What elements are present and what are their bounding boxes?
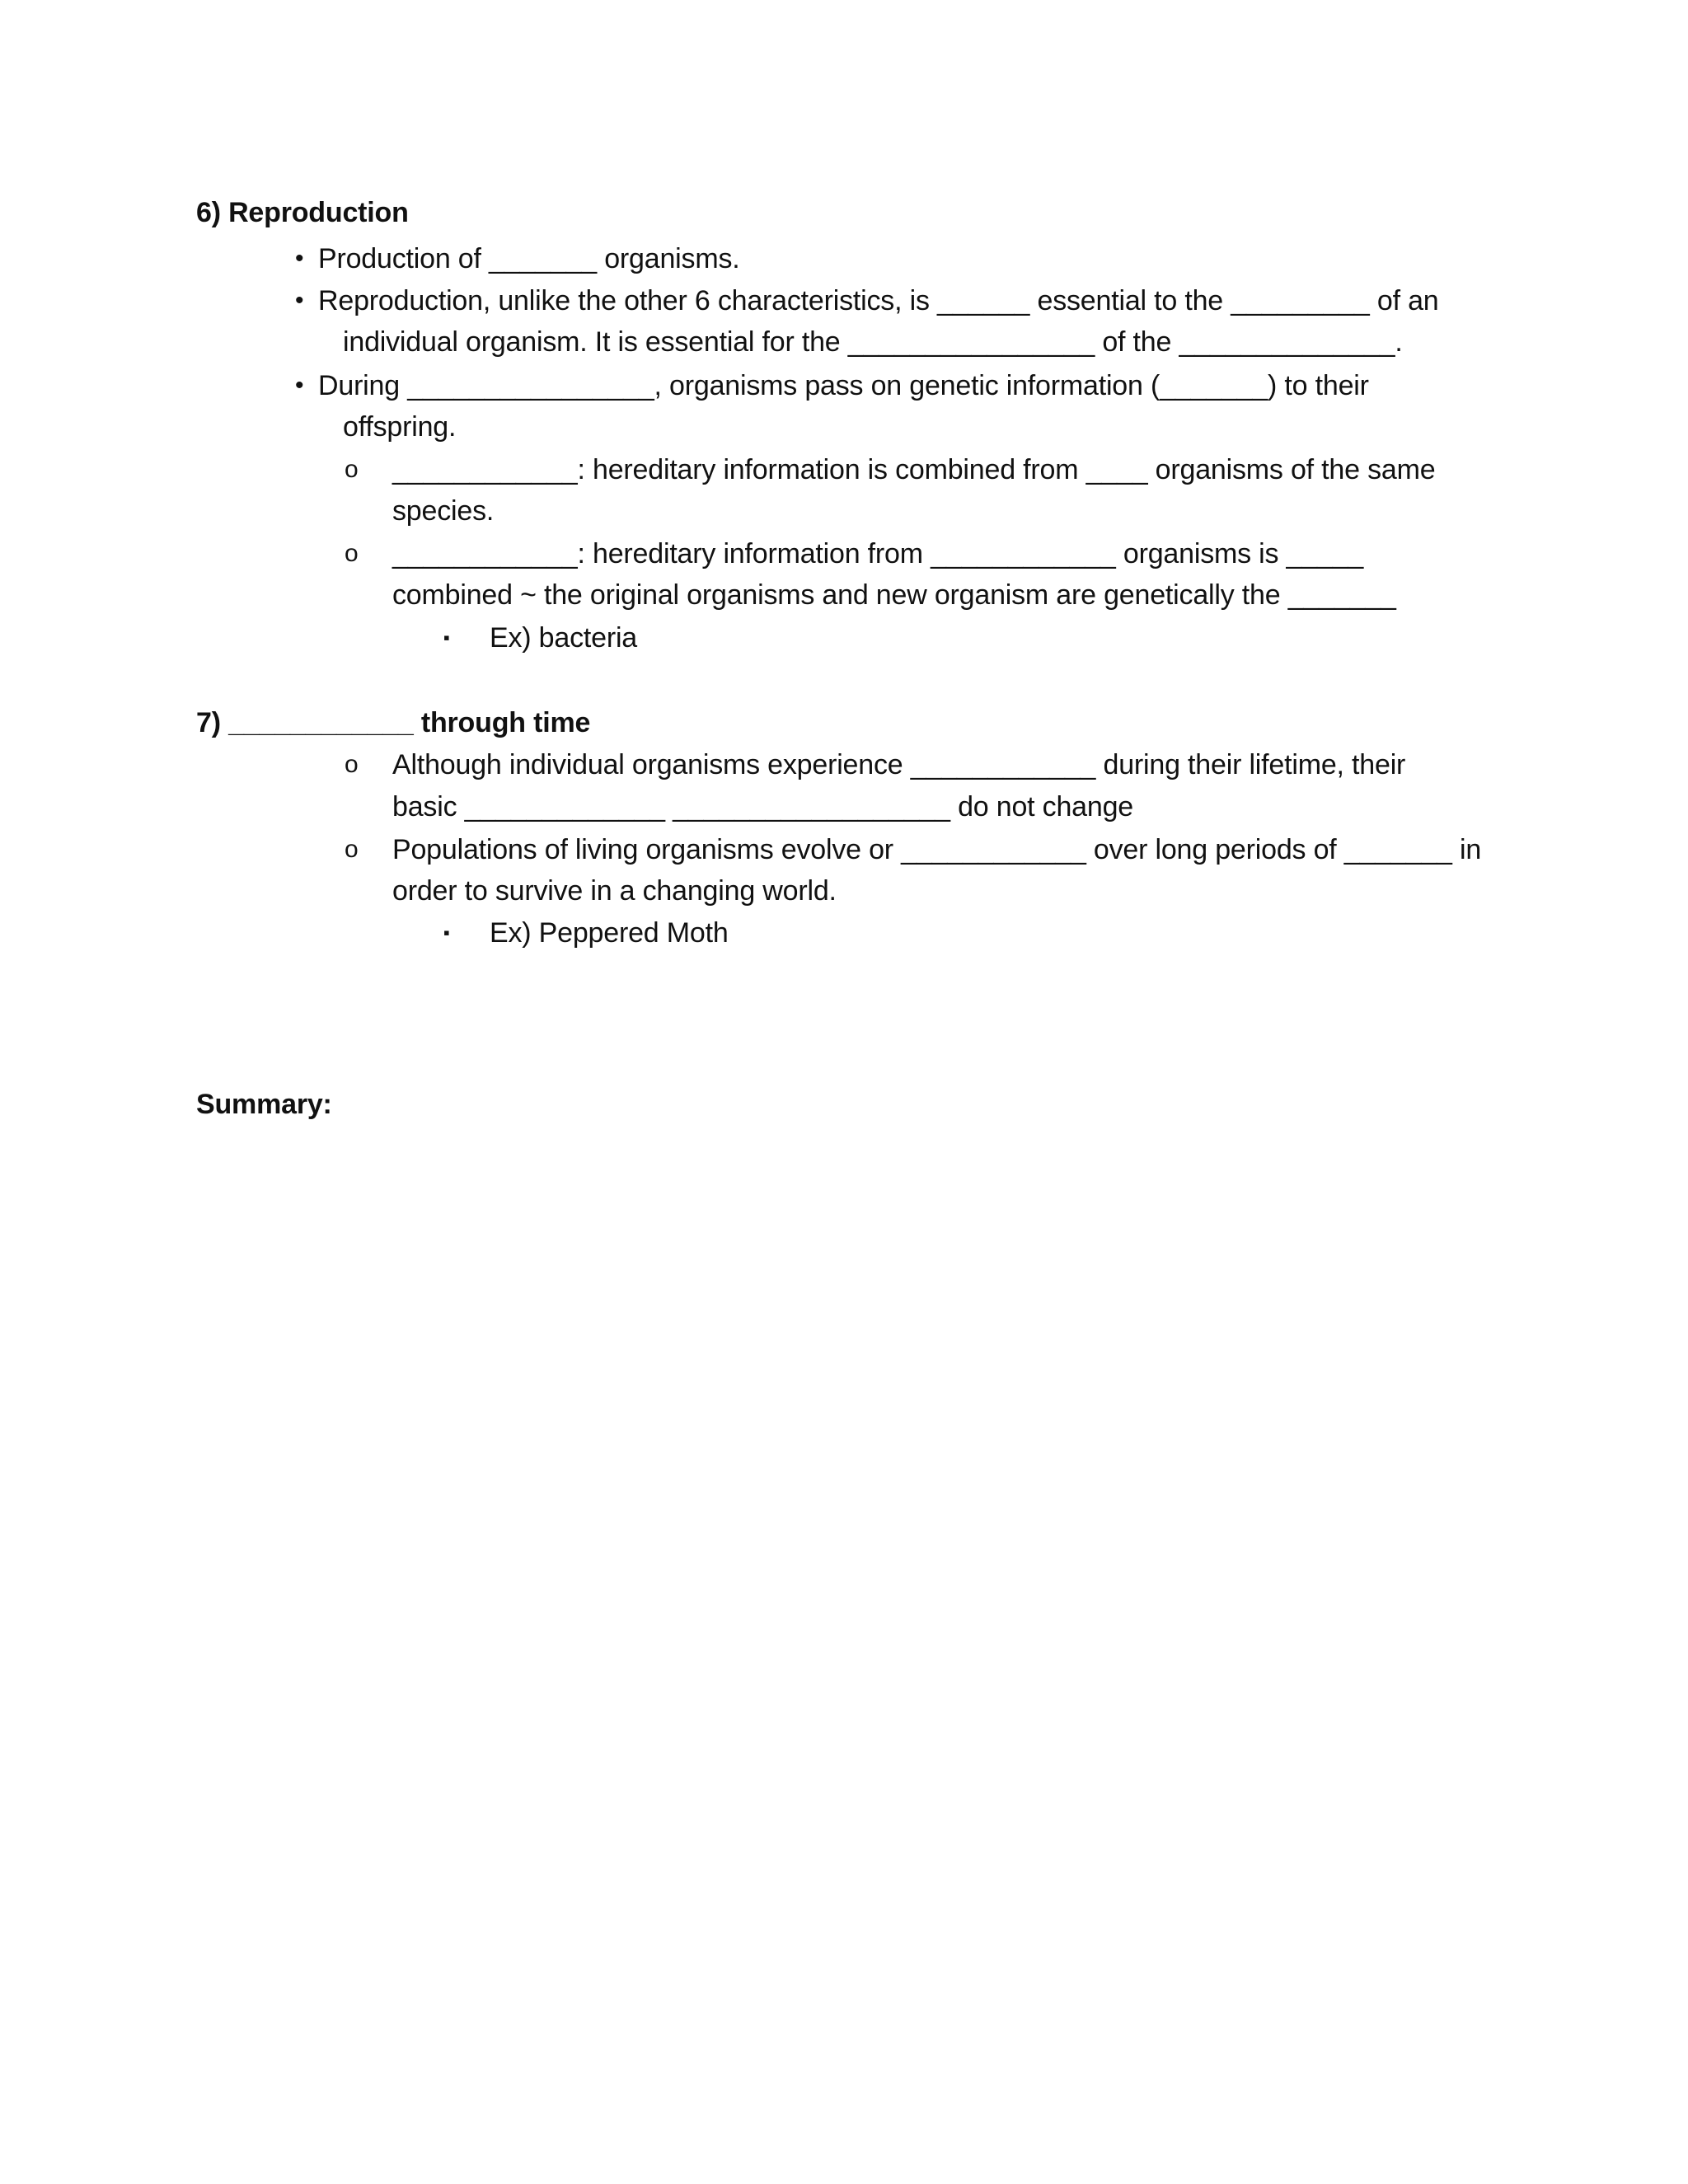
bullet-during-cont: offspring. bbox=[343, 411, 457, 443]
sub-individual-change: Although individual organisms experience ____________ during their lifetime, their bbox=[392, 749, 1406, 780]
circle-marker: o bbox=[345, 540, 359, 567]
bullet-marker: • bbox=[295, 245, 304, 272]
bullet-production: Production of _______ organisms. bbox=[318, 243, 740, 274]
bullet-marker: • bbox=[295, 372, 304, 399]
bullet-during: During ________________, organisms pass on genetic information (_______) to their bbox=[318, 370, 1369, 401]
sub-populations-evolve: Populations of living organisms evolve or ____________ over long periods of _______ in bbox=[392, 834, 1482, 865]
example-bacteria: Ex) bacteria bbox=[490, 622, 638, 654]
section-6-heading: 6) Reproduction bbox=[196, 197, 409, 228]
sub-sexual: ____________: hereditary information is combined from ____ organisms of the same bbox=[392, 454, 1436, 485]
sub-individual-change-cont: basic _____________ __________________ do not change bbox=[392, 791, 1134, 823]
example-peppered-moth: Ex) Peppered Moth bbox=[490, 917, 729, 949]
bullet-reproduction-unlike: Reproduction, unlike the other 6 characteristics, is ______ essential to the _________ of an bbox=[318, 285, 1439, 316]
section-7-heading: 7) ____________ through time bbox=[196, 707, 591, 738]
sub-populations-evolve-cont: order to survive in a changing world. bbox=[392, 875, 837, 907]
square-marker: ▪ bbox=[443, 627, 450, 648]
sub-sexual-cont: species. bbox=[392, 495, 495, 527]
bullet-reproduction-unlike-cont: individual organism. It is essential for the ________________ of the ______________. bbox=[343, 326, 1403, 358]
bullet-marker: • bbox=[295, 287, 304, 314]
summary-heading: Summary: bbox=[196, 1089, 332, 1120]
circle-marker: o bbox=[345, 456, 359, 483]
circle-marker: o bbox=[345, 751, 359, 778]
square-marker: ▪ bbox=[443, 922, 450, 943]
sub-asexual-cont: combined ~ the original organisms and new organism are genetically the _______ bbox=[392, 579, 1396, 611]
circle-marker: o bbox=[345, 836, 359, 863]
sub-asexual: ____________: hereditary information from ____________ organisms is _____ bbox=[392, 538, 1364, 569]
